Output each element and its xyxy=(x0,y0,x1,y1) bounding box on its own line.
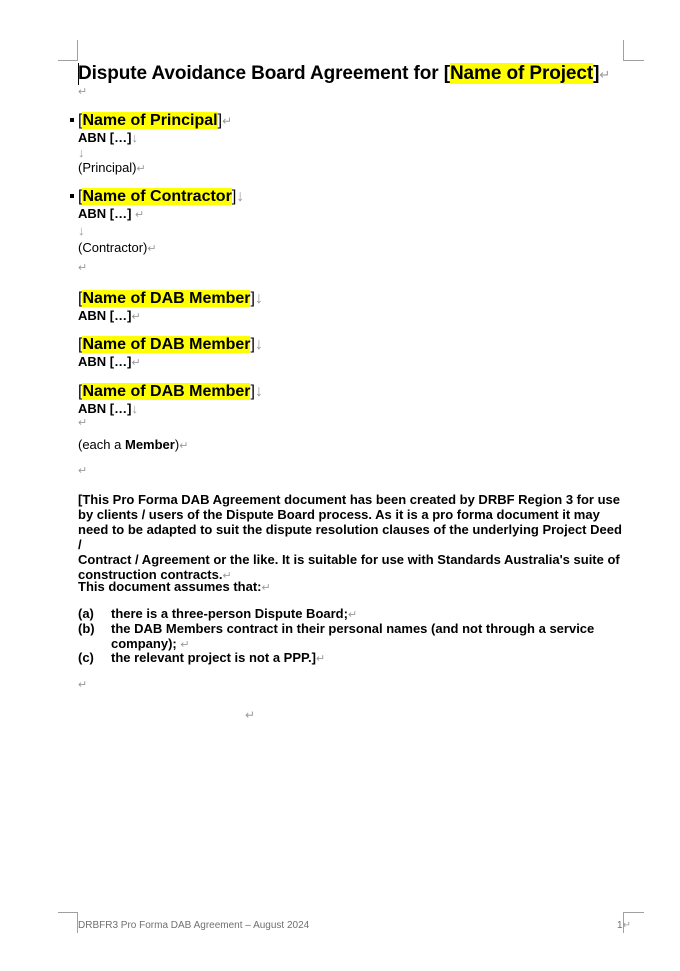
paragraph-mark: ↵ xyxy=(245,708,256,722)
bracket-close: ] xyxy=(250,383,255,400)
note-line: construction contracts. xyxy=(78,567,223,582)
paragraph-mark: ↵ xyxy=(135,209,145,221)
contractor-abn-text: ABN […] xyxy=(78,206,136,221)
footer-page-number xyxy=(617,920,631,931)
dab-member-abn-text: ABN […] xyxy=(78,401,132,416)
paragraph-mark: ↵ xyxy=(78,262,88,274)
project-name-placeholder[interactable]: Name of Project xyxy=(449,63,594,84)
dab-member-name-line[interactable] xyxy=(78,383,263,401)
paragraph-mark: ↵ xyxy=(315,653,326,665)
crop-mark-top-right xyxy=(623,40,644,61)
list-item[interactable] xyxy=(111,650,621,667)
paragraph-mark: ↵ xyxy=(222,570,232,582)
line-break-mark: ↓ xyxy=(131,401,138,416)
list-item-text: the DAB Members contract in their personal names (and not through a service xyxy=(111,621,595,636)
line-break-mark: ↓ xyxy=(254,290,263,307)
note-line: need to be adapted to suit the dispute resolution clauses of the underlying Project Deed / xyxy=(78,522,622,552)
line-break-mark: ↓ xyxy=(254,383,263,400)
title-prefix: Dispute Avoidance Board Agreement for [ xyxy=(78,63,450,84)
list-item-text-continued: company); xyxy=(111,636,181,651)
pro-forma-note[interactable] xyxy=(78,492,628,584)
contractor-name-line[interactable] xyxy=(78,188,244,206)
dab-member-name-placeholder[interactable]: Name of DAB Member xyxy=(82,290,251,307)
document-title[interactable] xyxy=(78,63,610,85)
dab-member-name-placeholder[interactable]: Name of DAB Member xyxy=(82,336,251,353)
paragraph-mark: ↵ xyxy=(78,86,88,98)
paragraph-bullet-icon xyxy=(70,194,74,198)
paragraph-mark: ↵ xyxy=(261,582,271,594)
crop-mark-bottom-left xyxy=(58,912,78,933)
paragraph-mark: ↵ xyxy=(78,465,88,477)
each-member-line[interactable] xyxy=(78,437,188,452)
paragraph-mark: ↵ xyxy=(347,609,358,621)
list-item-label: (b) xyxy=(78,621,95,636)
paragraph-mark: ↵ xyxy=(147,243,157,255)
dab-member-abn[interactable] xyxy=(78,401,138,416)
bracket-open: [ xyxy=(78,383,83,400)
paragraph-mark: ↵ xyxy=(78,679,88,691)
page-number: 1 xyxy=(617,920,623,931)
bracket-open: [ xyxy=(78,112,83,129)
note-line: [This Pro Forma DAB Agreement document has been created by DRBF Region 3 for use xyxy=(78,492,621,507)
contractor-abn[interactable] xyxy=(78,206,144,221)
paragraph-mark: ↵ xyxy=(180,639,190,651)
list-item-text: the relevant project is not a PPP.] xyxy=(111,650,316,665)
principal-name-line[interactable] xyxy=(78,112,232,130)
list-item-label: (c) xyxy=(78,650,94,665)
bracket-close: ] xyxy=(250,290,255,307)
paragraph-mark: ↵ xyxy=(599,67,611,82)
bracket-open: [ xyxy=(78,188,83,205)
line-break-mark: ↓ xyxy=(78,145,85,160)
principal-abn[interactable] xyxy=(78,130,138,145)
list-item-text: there is a three-person Dispute Board; xyxy=(111,606,348,621)
bracket-close: ] xyxy=(231,188,237,205)
title-suffix: ] xyxy=(593,63,600,84)
list-item[interactable] xyxy=(111,621,621,653)
paragraph-mark: ↵ xyxy=(131,311,141,323)
paragraph-mark: ↵ xyxy=(622,920,631,931)
dab-member-abn[interactable] xyxy=(78,308,141,323)
dab-member-abn-text: ABN […] xyxy=(78,354,132,369)
dab-member-abn[interactable] xyxy=(78,354,141,369)
dab-member-abn-text: ABN […] xyxy=(78,308,132,323)
paragraph-bullet-icon xyxy=(70,118,74,122)
principal-name-placeholder[interactable]: Name of Principal xyxy=(82,112,218,129)
line-break-mark: ↓ xyxy=(236,188,245,205)
bracket-open: [ xyxy=(78,290,83,307)
line-break-mark: ↓ xyxy=(78,223,85,238)
dab-member-name-line[interactable] xyxy=(78,290,263,308)
each-member-defined-term: Member xyxy=(124,437,175,452)
bracket-open: [ xyxy=(78,336,83,353)
paragraph-mark: ↵ xyxy=(78,417,88,429)
note-line: Contract / Agreement or the like. It is suitable for use with Standards Australia's suite of xyxy=(78,552,620,567)
dab-member-name-line[interactable] xyxy=(78,336,263,354)
each-member-suffix: ) xyxy=(174,437,180,452)
contractor-role[interactable] xyxy=(78,240,157,255)
dab-member-name-placeholder[interactable]: Name of DAB Member xyxy=(82,383,251,400)
principal-role[interactable] xyxy=(78,160,146,175)
footer-left-text: DRBFR3 Pro Forma DAB Agreement – August 2024 xyxy=(78,920,310,931)
bracket-close: ] xyxy=(250,336,255,353)
crop-mark-top-left xyxy=(58,40,78,61)
paragraph-mark: ↵ xyxy=(222,114,233,128)
paragraph-mark: ↵ xyxy=(179,440,189,452)
assumptions-intro-text: This document assumes that: xyxy=(78,579,262,594)
list-item-label: (a) xyxy=(78,606,94,621)
principal-role-text: (Principal) xyxy=(78,160,137,175)
principal-abn-text: ABN […] xyxy=(78,130,132,145)
paragraph-mark: ↵ xyxy=(136,163,146,175)
line-break-mark: ↓ xyxy=(131,130,138,145)
contractor-role-text: (Contractor) xyxy=(78,240,148,255)
paragraph-mark: ↵ xyxy=(131,357,141,369)
each-member-prefix: (each a xyxy=(78,437,125,452)
assumptions-intro[interactable] xyxy=(78,579,271,594)
contractor-name-placeholder[interactable]: Name of Contractor xyxy=(82,188,232,205)
note-line: by clients / users of the Dispute Board process. As it is a pro forma document it may xyxy=(78,507,600,522)
line-break-mark: ↓ xyxy=(254,336,263,353)
bracket-close: ] xyxy=(217,112,223,129)
